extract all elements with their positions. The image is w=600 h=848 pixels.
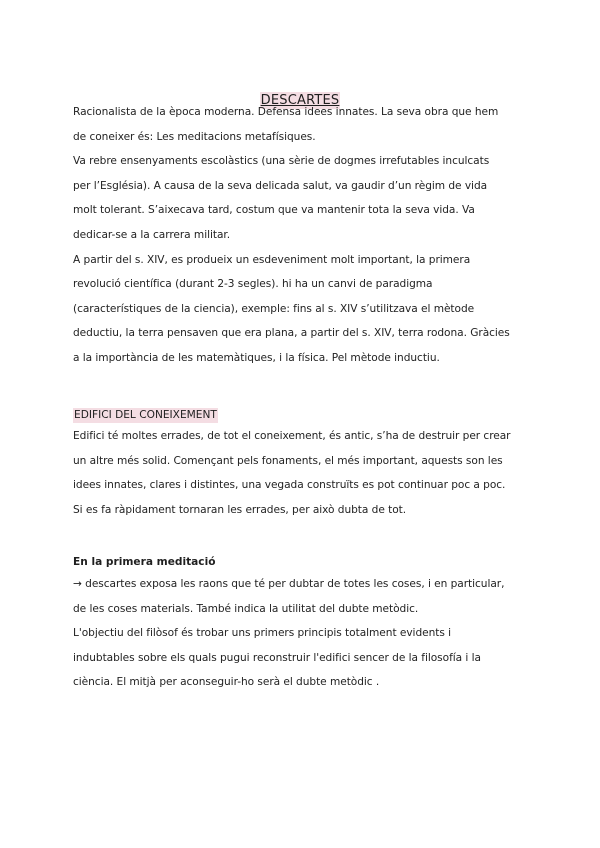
section-meditacio-body <box>73 572 533 695</box>
text-line: dedicar-se a la carrera militar. <box>73 228 231 241</box>
page-title-text: DESCARTES <box>260 93 340 108</box>
text-line: per l’Església). A causa de la seva delicada salut, va gaudir d’un règim de vida <box>73 179 488 192</box>
text-line: de les coses materials. També indica la utilitat del dubte metòdic. <box>73 602 419 615</box>
text-line: Edifici té moltes errades, de tot el coneixement, és antic, s’ha de destruir per crear <box>73 430 511 442</box>
text-line: Racionalista de la època moderna. Defensa idees innates. La seva obra que hem <box>73 106 499 118</box>
text-line: A partir del s. XIV, es produeix un esdeveniment molt important, la primera <box>73 253 471 266</box>
intro-section <box>73 100 533 371</box>
text-line: revolució científica (durant 2-3 segles). hi ha un canvi de paradigma <box>73 278 433 291</box>
text-line: (característiques de la ciencia), exemple: fins al s. XIV s’utilitzava el mètode <box>73 302 475 315</box>
text-line: L'objectiu del filòsof és trobar uns primers principis totalment evidents i <box>73 627 452 640</box>
text-line: de coneixer és: Les meditacions metafísiques. <box>73 130 316 143</box>
text-line: un altre més solid. Començant pels fonaments, el més important, aquests son les <box>73 454 503 467</box>
text-line: deductiu, la terra pensaven que era plana, a partir del s. XIV, terra rodona. Gràcies <box>73 327 510 340</box>
text-line: idees innates, clares i distintes, una vegada construïts es pot continuar poc a poc. <box>73 479 506 492</box>
section-meditacio <box>73 550 533 574</box>
section-heading-bold: En la primera meditació <box>73 556 216 568</box>
text-line: molt tolerant. S’aixecava tard, costum que va mantenir tota la seva vida. Va <box>73 204 475 217</box>
section-heading: EDIFICI DEL CONEIXEMENT <box>74 409 217 421</box>
text-line: ciència. El mitjà per aconseguir-ho serà el dubte metòdic . <box>73 676 380 689</box>
text-line: → descartes exposa les raons que té per dubtar de totes les coses, i en particular, <box>73 578 505 590</box>
text-line: Va rebre ensenyaments escolàstics (una sèrie de dogmes irrefutables inculcats <box>73 155 490 168</box>
text-line: Si es fa ràpidament tornaran les errades, per això dubta de tot. <box>73 503 407 516</box>
text-line: a la importància de les matemàtiques, i la física. Pel mètode inductiu. <box>73 351 440 364</box>
section-edifici <box>73 403 533 423</box>
section-edifici-body <box>73 424 533 522</box>
text-line: indubtables sobre els quals pugui reconstruir l'edifici sencer de la filosofía i la <box>73 651 481 664</box>
